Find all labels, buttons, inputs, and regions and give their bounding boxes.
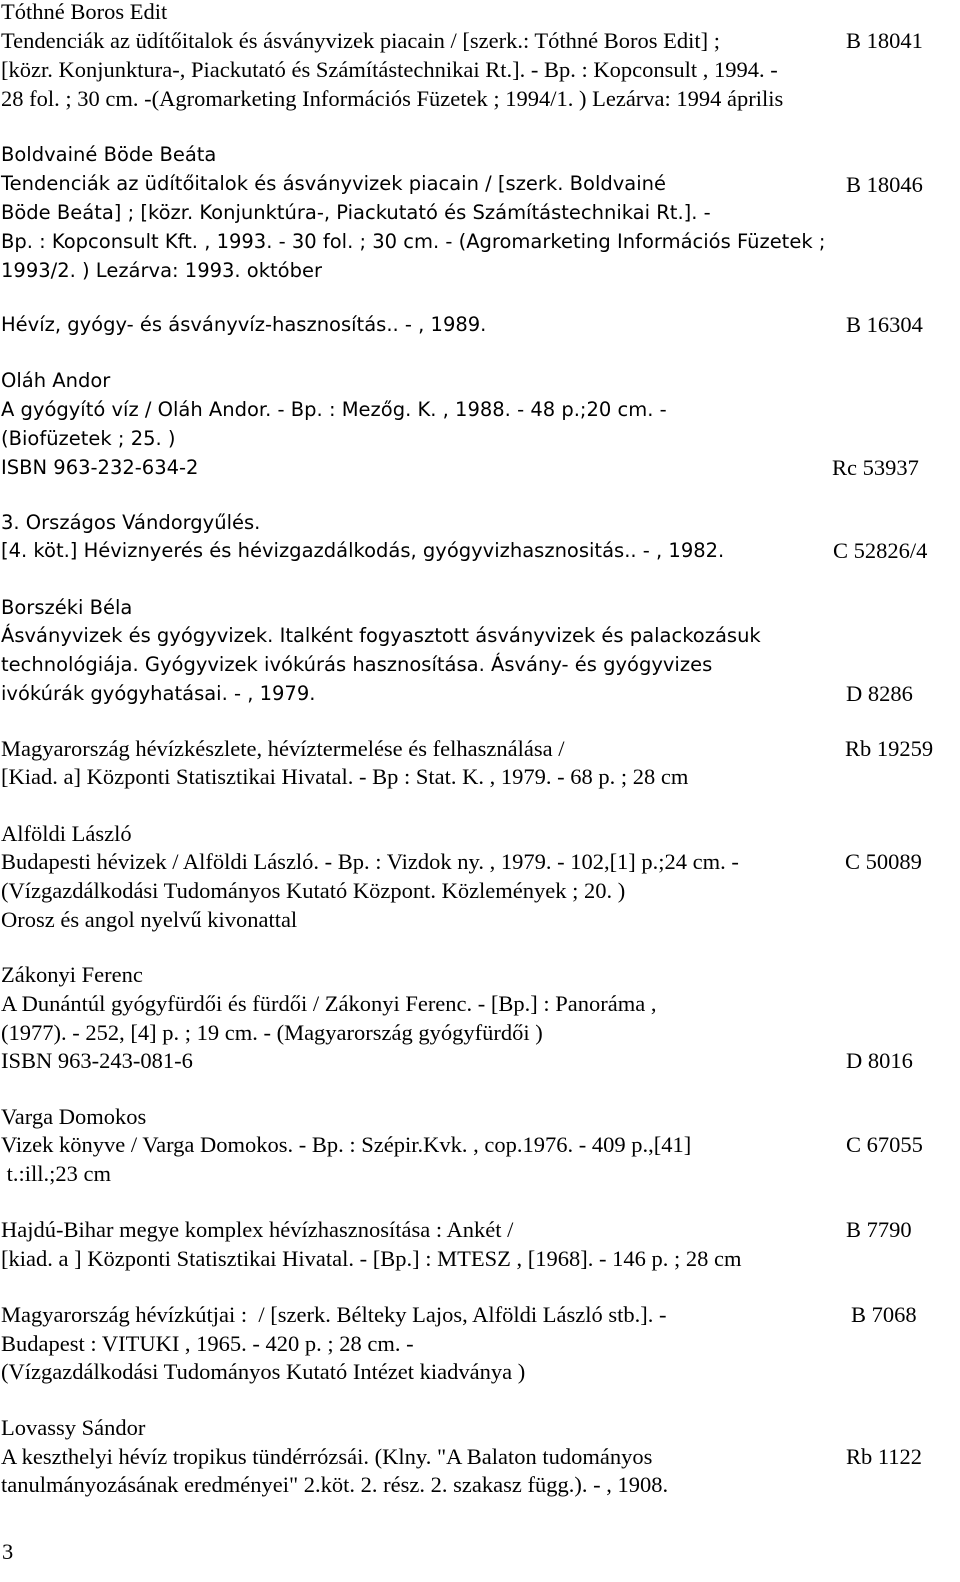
entry-author: Oláh Andor — [1, 369, 111, 392]
entry-isbn: ISBN 963-232-634-2 — [1, 456, 199, 479]
entry-text: [kiad. a ] Központi Statisztikai Hivatal. - [Bp.] : MTESZ , [1968]. - 146 p. ; 28 cm — [1, 1246, 742, 1271]
call-number: Rc 53937 — [832, 455, 919, 480]
entry-text: ivókúrák gyógyhatásai. - , 1979. — [1, 682, 316, 705]
entry-text: tanulmányozásának eredményei" 2.köt. 2. rész. 2. szakasz függ.). - , 1908. — [1, 1472, 669, 1497]
entry-author: Alföldi László — [1, 821, 132, 846]
entry-title: A keszthelyi hévíz tropikus tündérrózsái. (Klny. "A Balaton tudományos — [1, 1444, 653, 1469]
entry-author: Zákonyi Ferenc — [1, 962, 143, 987]
entry-title: Hajdú-Bihar megye komplex hévízhasznosítása : Ankét / — [1, 1217, 514, 1242]
entry-text: technológiája. Gyógyvizek ivókúrás hasznosítása. Ásvány- és gyógyvizes — [1, 653, 713, 676]
entry-author: Boldvainé Böde Beáta — [1, 143, 217, 166]
call-number: C 50089 — [845, 849, 922, 874]
entry-author: Varga Domokos — [1, 1104, 147, 1129]
call-number: B 16304 — [846, 312, 923, 337]
entry-title: A Dunántúl gyógyfürdői és fürdői / Zákonyi Ferenc. - [Bp.] : Panoráma , — [1, 991, 657, 1016]
entry-text: t.:ill.;23 cm — [1, 1161, 111, 1186]
call-number: Rb 19259 — [845, 736, 934, 761]
call-number: B 7790 — [846, 1217, 912, 1242]
entry-text: (Vízgazdálkodási Tudományos Kutató Központ. Közlemények ; 20. ) — [1, 878, 626, 903]
entry-text: (1977). - 252, [4] p. ; 19 cm. - (Magyarország gyógyfürdői ) — [1, 1020, 543, 1045]
entry-author: 3. Országos Vándorgyűlés. — [1, 511, 261, 534]
entry-text: Budapest : VITUKI , 1965. - 420 p. ; 28 cm. - — [1, 1331, 414, 1356]
entry-title: Tendenciák az üdítőitalok és ásványvizek piacain / [szerk. Boldvainé — [1, 172, 666, 195]
call-number: Rb 1122 — [846, 1444, 923, 1469]
entry-text: Bp. : Kopconsult Kft. , 1993. - 30 fol. ; 30 cm. - (Agromarketing Információs Füzetek ; — [1, 230, 826, 253]
entry-isbn: ISBN 963-243-081-6 — [1, 1048, 193, 1073]
entry-title: Magyarország hévízkészlete, hévíztermelése és felhasználása / — [1, 736, 565, 761]
entry-title: Ásványvizek és gyógyvizek. Italként fogyasztott ásványvizek és palackozásuk — [1, 624, 761, 647]
call-number: B 18046 — [846, 172, 923, 197]
entry-text: (Vízgazdálkodási Tudományos Kutató Intézet kiadványa ) — [1, 1359, 526, 1384]
entry-title: A gyógyító víz / Oláh Andor. - Bp. : Mezőg. K. , 1988. - 48 p.;20 cm. - — [1, 398, 667, 421]
call-number: C 52826/4 — [833, 538, 928, 563]
entry-text: (Biofüzetek ; 25. ) — [1, 427, 176, 450]
entry-title: Magyarország hévízkútjai : / [szerk. Bélteky Lajos, Alföldi László stb.]. - — [1, 1302, 667, 1327]
call-number: D 8016 — [846, 1048, 913, 1073]
entry-text: [közr. Konjunktura-, Piackutató és Számítástechnikai Rt.]. - Bp. : Kopconsult , 1994. - — [1, 57, 778, 82]
entry-text: Orosz és angol nyelvű kivonattal — [1, 907, 298, 932]
entry-title: [4. köt.] Héviznyerés és hévizgazdálkodás, gyógyvizhasznositás.. - , 1982. — [1, 539, 725, 562]
entry-text: [Kiad. a] Központi Statisztikai Hivatal. - Bp : Stat. K. , 1979. - 68 p. ; 28 cm — [1, 764, 689, 789]
entry-text: 28 fol. ; 30 cm. -(Agromarketing Információs Füzetek ; 1994/1. ) Lezárva: 1994 április — [1, 86, 784, 111]
entry-title: Hévíz, gyógy- és ásványvíz-hasznosítás.. - , 1989. — [1, 313, 487, 336]
call-number: B 7068 — [851, 1302, 917, 1327]
page-number: 3 — [2, 1539, 14, 1564]
call-number: D 8286 — [846, 681, 913, 706]
call-number: B 18041 — [846, 28, 923, 53]
entry-author: Borszéki Béla — [1, 596, 133, 619]
entry-title: Vizek könyve / Varga Domokos. - Bp. : Szépir.Kvk. , cop.1976. - 409 p.,[41] — [1, 1132, 692, 1157]
entry-title: Budapesti hévizek / Alföldi László. - Bp. : Vizdok ny. , 1979. - 102,[1] p.;24 cm. - — [1, 849, 739, 874]
entry-text: 1993/2. ) Lezárva: 1993. október — [1, 259, 322, 282]
entry-author: Lovassy Sándor — [1, 1415, 146, 1440]
entry-text: Böde Beáta] ; [közr. Konjunktúra-, Piackutató és Számítástechnikai Rt.]. - — [1, 201, 711, 224]
call-number: C 67055 — [846, 1132, 923, 1157]
entry-title: Tendenciák az üdítőitalok és ásványvizek piacain / [szerk.: Tóthné Boros Edit] ; — [1, 28, 721, 53]
entry-author: Tóthné Boros Edit — [1, 0, 168, 24]
